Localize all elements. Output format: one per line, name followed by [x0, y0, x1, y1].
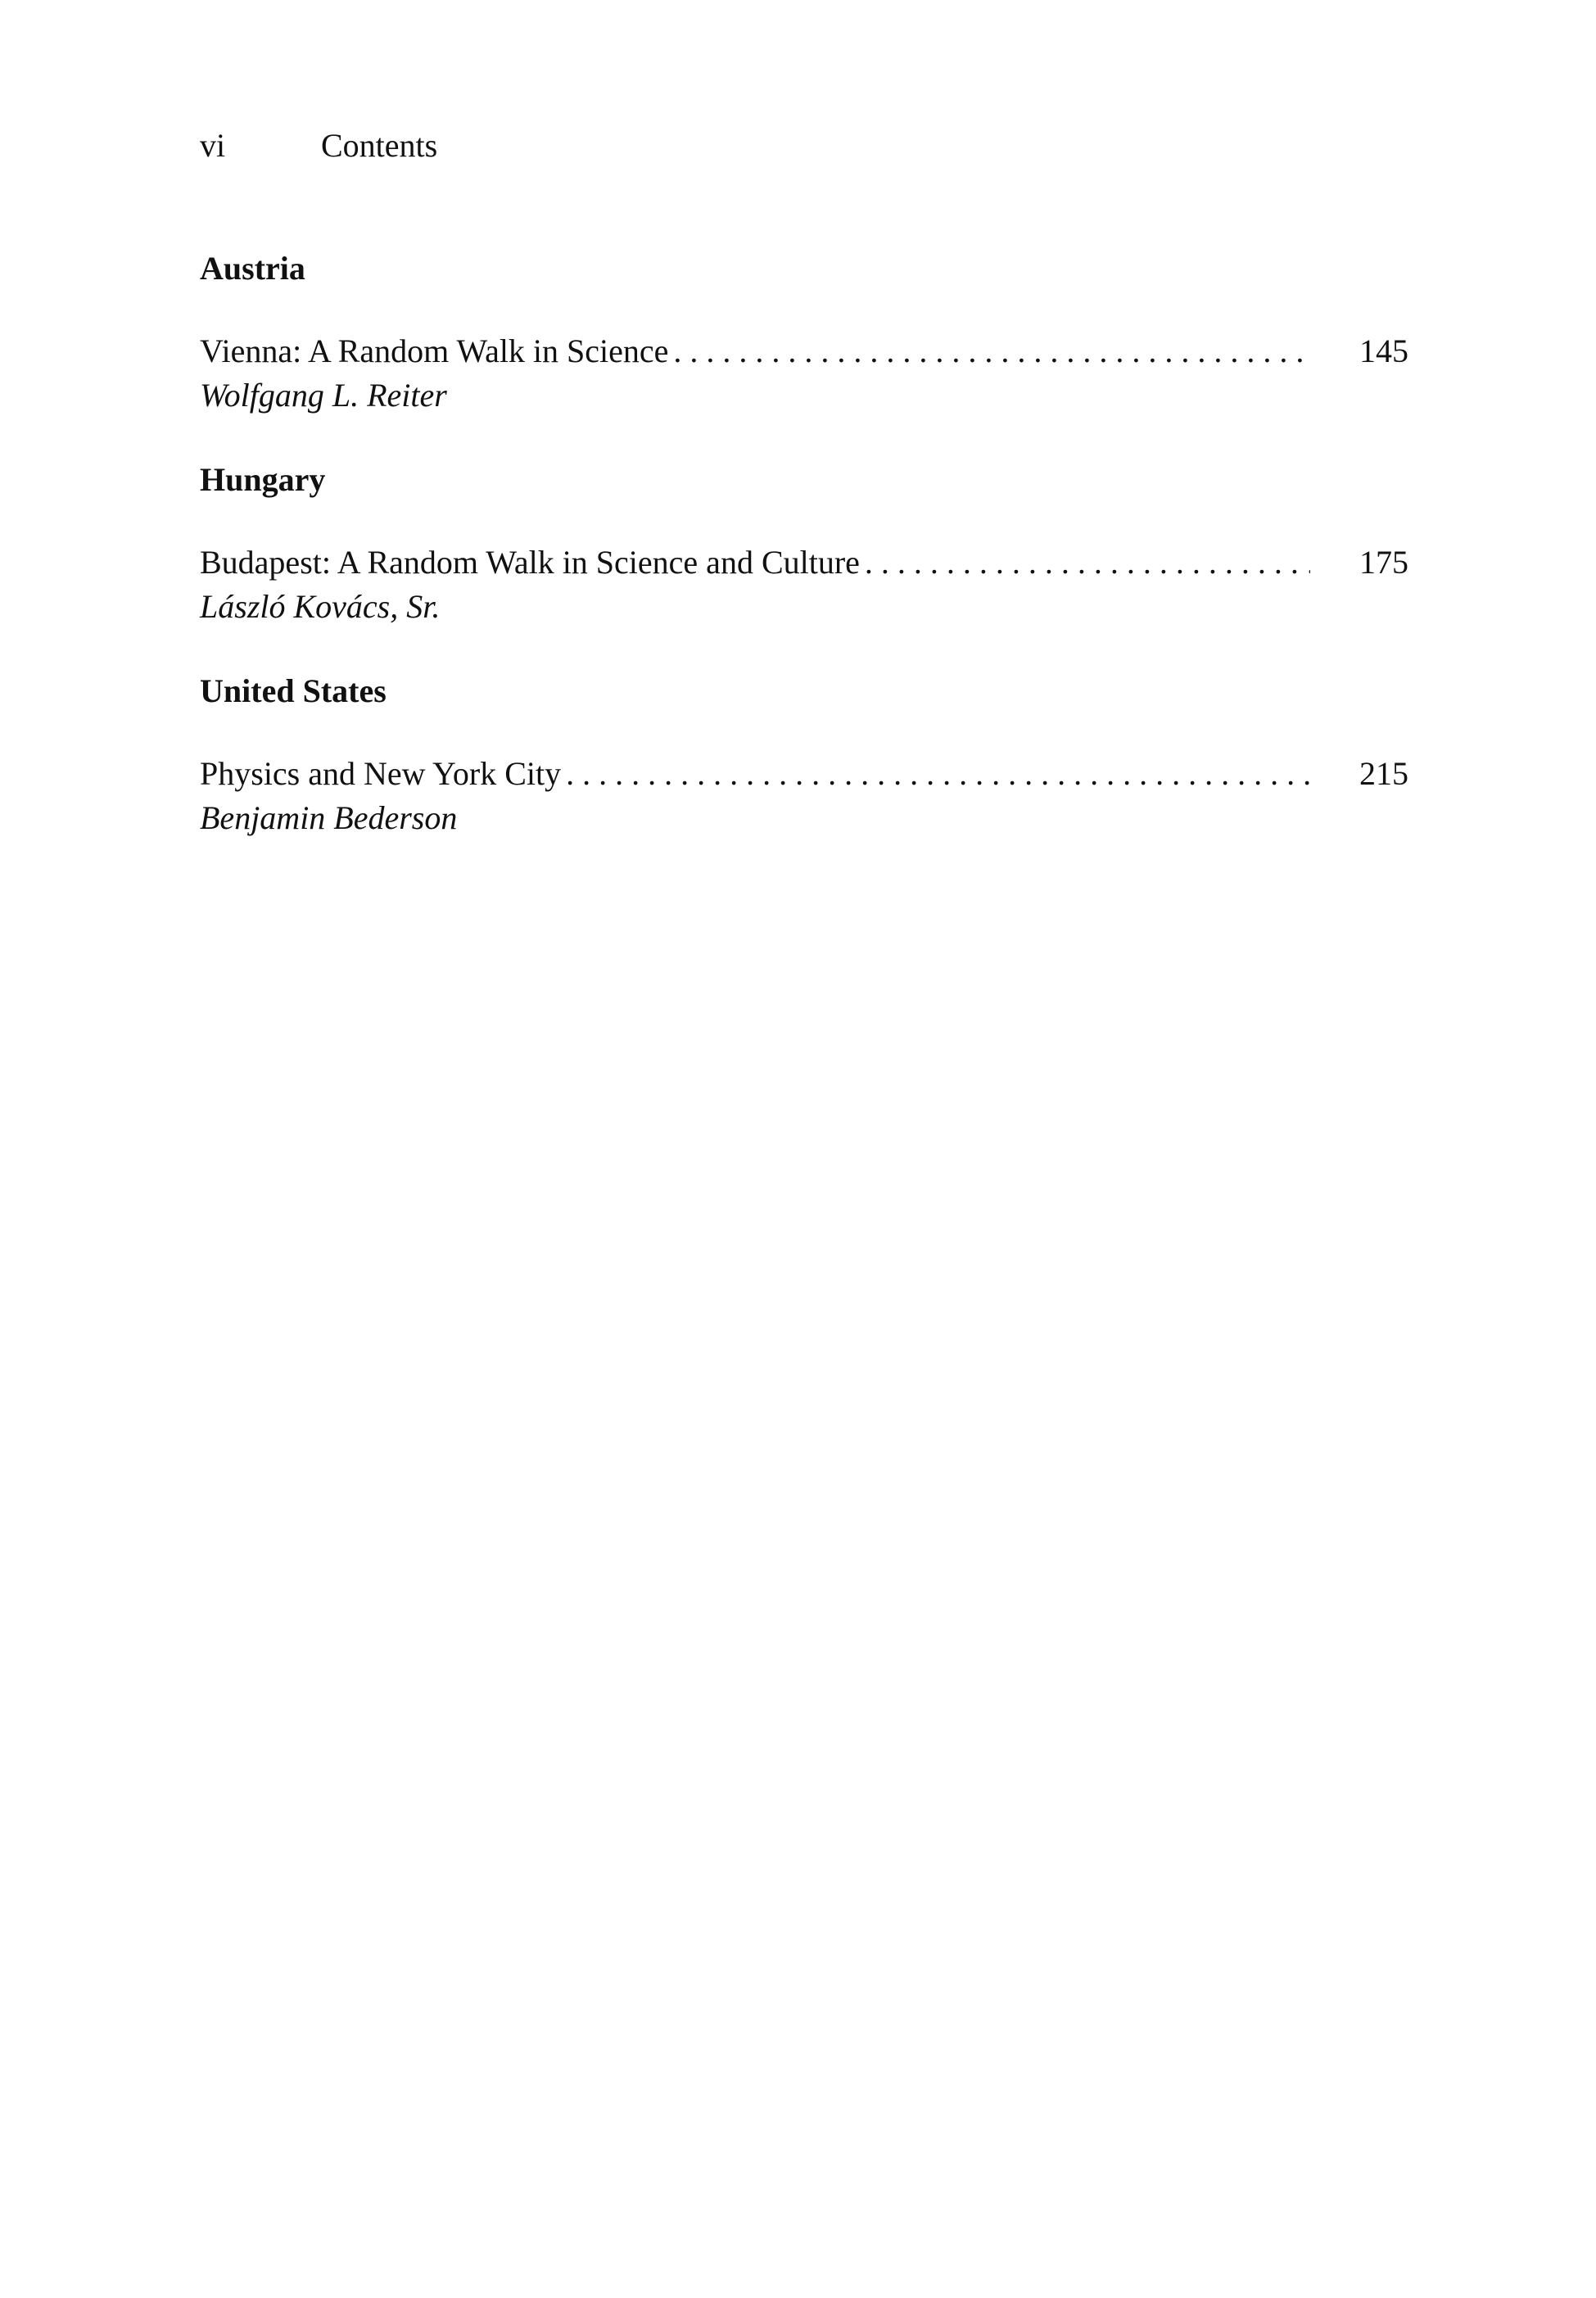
toc-entry-title: Physics and New York City — [200, 755, 562, 792]
section-heading: Austria — [200, 250, 305, 287]
section-heading: Hungary — [200, 461, 326, 498]
dot-leader — [865, 541, 1310, 585]
toc-entry-author: Wolfgang L. Reiter — [200, 377, 447, 414]
toc-entry-line — [200, 752, 1408, 796]
toc-entry-title: Budapest: A Random Walk in Science and Culture — [200, 544, 860, 581]
toc-page-number: 145 — [1359, 332, 1408, 369]
toc-entry-author: László Kovács, Sr. — [200, 588, 441, 625]
toc-entry — [200, 329, 1408, 418]
section-heading: United States — [200, 672, 387, 709]
toc-section-united-states — [200, 668, 1408, 840]
toc-entry-line — [200, 329, 1408, 373]
toc-page-number: 215 — [1359, 755, 1408, 792]
toc-entry-author: Benjamin Bederson — [200, 799, 458, 836]
toc-page-number: 175 — [1359, 544, 1408, 581]
running-head — [200, 123, 437, 169]
toc-section-austria — [200, 246, 1408, 418]
dot-leader — [673, 329, 1310, 373]
toc-entry — [200, 541, 1408, 629]
toc-entry — [200, 752, 1408, 840]
table-of-contents — [200, 246, 1408, 880]
toc-section-hungary — [200, 457, 1408, 629]
page-folio: vi — [200, 127, 226, 164]
toc-entry-line — [200, 541, 1408, 585]
running-head-title: Contents — [321, 127, 438, 164]
dot-leader — [566, 752, 1310, 796]
toc-entry-title: Vienna: A Random Walk in Science — [200, 332, 669, 369]
